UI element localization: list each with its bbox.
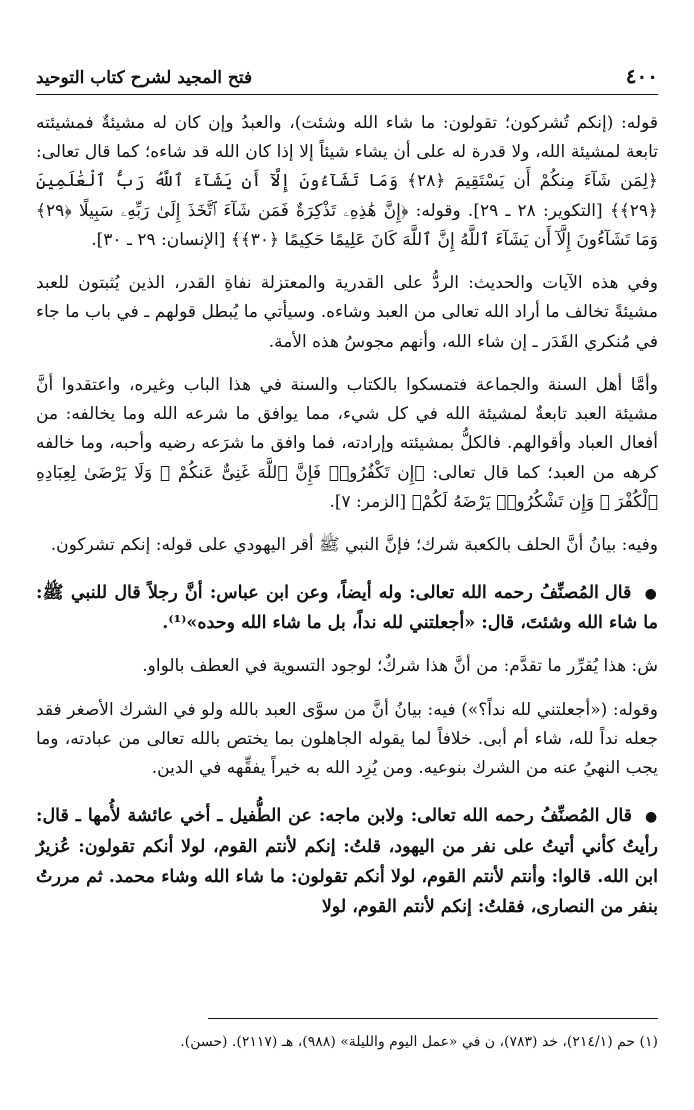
page-number: ٤٠٠ <box>625 64 658 88</box>
paragraph-1: قوله: (إنكم تُشركون؛ تقولون: ما شاء الله وشئت)، والعبدُ وإن كان له مشيئةٌ فمشيئته تابعة لمشيئة الله، ولا قدرة له على أن يشاء شيئاً إلا إذا كان الله قد شاءه؛ كما قال تعالى: ﴿لِمَن شَآءَ مِنكُمْ أَن يَسْتَقِيمَ ﴿٢٨﴾ وَمَا تَشَآءُونَ إِلَّآ أَن يَشَآءَ ٱللَّهُ رَبُّ ٱلْعَٰلَمِينَ ﴿٢٩﴾﴾ [التكوير: ٢٨ ـ ٢٩]. وقوله: ﴿إِنَّ هَٰذِهِۦ تَذْكِرَةٌ فَمَن شَآءَ ٱتَّخَذَ إِلَىٰ رَبِّهِۦ سَبِيلًا ﴿٢٩﴾ وَمَا تَشَآءُونَ إِلَّآ أَن يَشَآءَ ٱللَّهُ إِنَّ ٱللَّهَ كَانَ عَلِيمًا حَكِيمًا ﴿٣٠﴾﴾ [الإنسان: ٢٩ ـ ٣٠]. <box>36 113 658 250</box>
book-title: فتح المجيد لشرح كتاب التوحيد <box>36 68 253 88</box>
author-quote-2 <box>36 801 658 921</box>
bullet-icon: ● <box>644 586 659 603</box>
author-quote-1-text: قال المُصنِّفُ رحمه الله تعالى: وله أيضاً، وعن ابن عباس: أنَّ رجلاً قال للنبي ﷺ: ما شاء الله وشئتَ، قال: «أجعلتني لله نداً، بل ما شاء الله وحده»⁽¹⁾. <box>36 583 658 634</box>
paragraph-6: ش: هذا يُقرِّر ما تقدَّم: من أنَّ هذا شركٌ؛ لوجود التسوية في العطف بالواو. <box>142 656 658 677</box>
footnote-divider <box>208 1018 658 1019</box>
footnote: (١) حم (٢١٤/١)، خد (٧٨٣)، ن في «عمل اليوم والليلة» (٩٨٨)، هـ (٢١١٧). (حسن). <box>180 1034 658 1050</box>
page-header <box>36 60 658 95</box>
bullet-icon: ● <box>644 809 659 826</box>
paragraph-7: وقوله: («أجعلتني لله نداً؟») فيه: بيانُ أنَّ من سوَّى العبد بالله ولو في الشرك الأصغر فقد جعله نداً لله، شاء أم أبى. خلافاً لما يقوله الجاهلون بما يختص بالله تعالى من عبادته، وما يجب النهيُ عنه من الشرك بنوعيه. ومن يُرِد الله به خيراً يفقِّهه في الدين. <box>36 699 658 779</box>
paragraph-2: وفي هذه الآيات والحديث: الردُّ على القدرية والمعتزلة نفاةِ القدر، الذين يُثبتون للعبد مشيئةً تخالف ما أراد الله تعالى من العبد وشاءه. وسيأتي ما يُبطل قولهم ـ في باب ما جاء في مُنكري القَدَر ـ إن شاء الله، وأنهم مجوسُ هذه الأمة. <box>36 273 658 352</box>
author-quote-2-text: قال المُصنِّفُ رحمه الله تعالى: ولابن ماجه: عن الطُّفيل ـ أخي عائشة لأُمها ـ قال: رأيتُ كأني أتيتُ على نفر من اليهود، قلتُ: إنكم لأنتم القوم، لولا أنكم تقولون: عُزيرٌ ابن الله. قالوا: وأنتم لأنتم القوم، لولا أنكم تقولون: ما شاء الله وشاء محمد. ثم مررتُ بنفر من النصارى، فقلتُ: إنكم لأنتم القوم، لولا <box>36 806 658 917</box>
paragraph-4: وفيه: بيانُ أنَّ الحلف بالكعبة شرك؛ فإنَّ النبي ﷺ أقر اليهودي على قوله: إنكم تشركون. <box>50 535 658 556</box>
author-quote-1 <box>36 578 658 638</box>
page-body <box>36 109 658 922</box>
paragraph-3: وأمَّا أهل السنة والجماعة فتمسكوا بالكتاب والسنة في هذا الباب وغيره، واعتقدوا أنَّ مشيئة العبد تابعةٌ لمشيئة الله في كل شيء، مما يوافق ما شرعه الله وما يخالفه: من أفعال العباد وأقوالهم. فالكلُّ بمشيئته وإرادته، فما وافق ما شرَعه رضيه وأحبه، وما خالفه كرهه من العبد؛ كما قال تعالى: ﴿إِن تَكْفُرُوا۟ فَإِنَّ ٱللَّهَ غَنِىٌّ عَنكُمْ ۖ وَلَا يَرْضَىٰ لِعِبَادِهِ ٱلْكُفْرَ ۖ وَإِن تَشْكُرُوا۟ يَرْضَهُ لَكُمْ﴾ [الزمر: ٧]. <box>36 374 658 512</box>
